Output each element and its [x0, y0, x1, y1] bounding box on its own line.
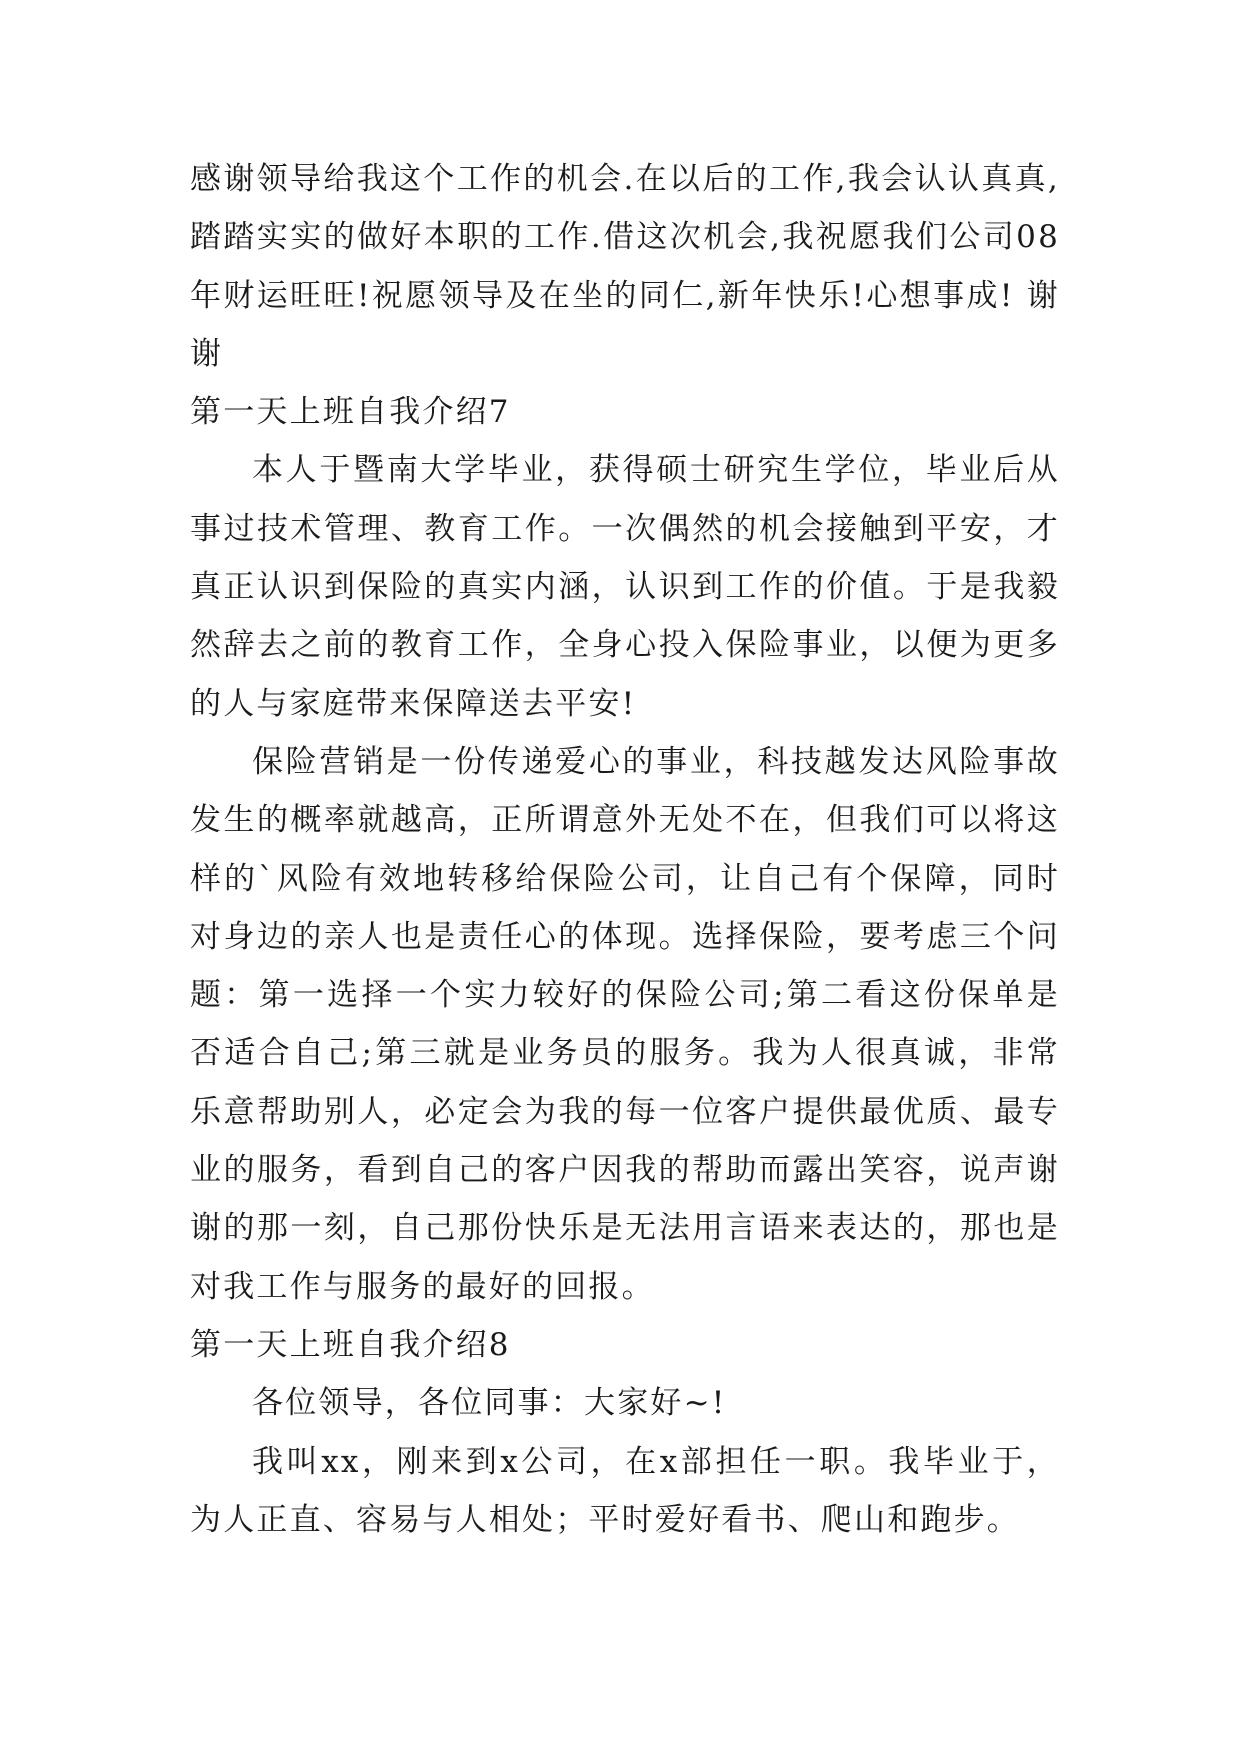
document-body [190, 150, 1060, 1549]
intro-paragraph-insurance: 保险营销是一份传递爱心的事业，科技越发达风险事故发生的概率就越高，正所谓意外无处不在，但我们可以将这样的`风险有效地转移给保险公司，让自己有个保障，同时对身边的亲人也是责任心的体现。选择保险，要考虑三个问题：第一选择一个实力较好的保险公司;第二看这份保单是否适合自己;第三就是业务员的服务。我为人很真诚，非常乐意帮助别人，必定会为我的每一位客户提供最优质、最专业的服务，看到自己的客户因我的帮助而露出笑容，说声谢谢的那一刻，自己那份快乐是无法用言语来表达的，那也是对我工作与服务的最好的回报。 [190, 743, 1060, 1305]
greeting-paragraph: 各位领导，各位同事：大家好~! [252, 1385, 727, 1422]
self-intro-paragraph: 我叫xx，刚来到x公司，在x部担任一职。我毕业于，为人正直、容易与人相处；平时爱好看书、爬山和跑步。 [190, 1443, 1060, 1538]
intro-paragraph-background: 本人于暨南大学毕业，获得硕士研究生学位，毕业后从事过技术管理、教育工作。一次偶然的机会接触到平安，才真正认识到保险的真实内涵，认识到工作的价值。于是我毅然辞去之前的教育工作，全身心投入保险事业，以便为更多的人与家庭带来保障送去平安! [190, 452, 1060, 722]
section-heading-7: 第一天上班自我介绍7 [190, 394, 511, 431]
section-heading-8: 第一天上班自我介绍8 [190, 1326, 511, 1363]
closing-paragraph: 感谢领导给我这个工作的机会.在以后的工作,我会认认真真,踏踏实实的做好本职的工作.借这次机会,我祝愿我们公司08年财运旺旺!祝愿领导及在坐的同仁,新年快乐!心想事成! 谢谢 [190, 161, 1060, 372]
